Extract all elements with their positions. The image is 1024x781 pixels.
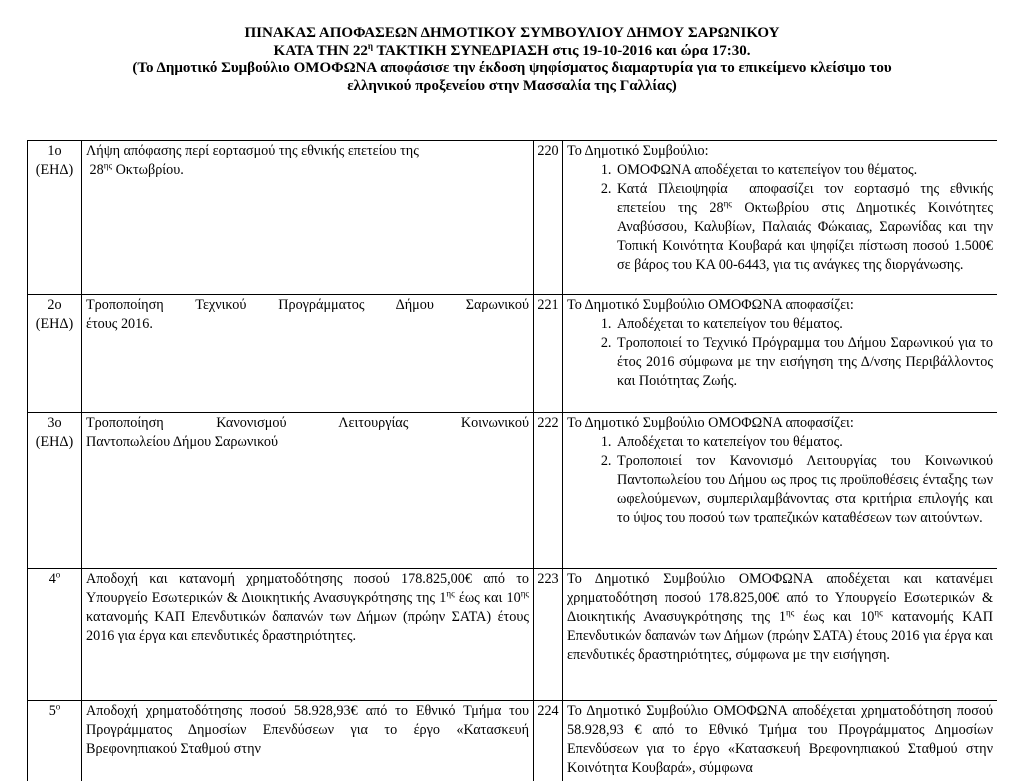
list-item: 2. Τροποποιεί τον Κανονισμό Λειτουργίας του Κοινωνικού Παντοπωλείου του Δήμου ως προς τις προϋποθέσεις ένταξης των ωφελούμενων, συμπεριλαμβάνοντας στα κριτήρια επιλογής και το ύψος του ποσού των τραπεζικών καταθέσεων των αιτούντων. <box>615 452 993 528</box>
list-item: 1. Αποδέχεται το κατεπείγον του θέματος. <box>615 433 993 452</box>
session-cell: $5^o$ <box>28 701 82 781</box>
subject-cell: Τροποποίηση Κανονισμού Λειτουργίας Κοινωνικού Παντοπωλείου Δήμου Σαρωνικού <box>82 413 534 569</box>
list-item: 1. ΟΜΟΦΩΝΑ αποδέχεται το κατεπείγον του θέματος. <box>615 161 993 180</box>
decision-cell <box>563 413 998 569</box>
subject-cell: Αποδοχή χρηματοδότησης ποσού 58.928,93€ από το Εθνικό Τμήμα του Προγράμματος Δημοσίων Επενδύσεων για το έργο «Κατασκευή Βρεφονηπιακού Σταθμού στην <box>82 701 534 781</box>
session-cell <box>28 295 82 413</box>
decisions-table-wrapper <box>27 140 997 781</box>
list-item: 2. Τροποποιεί το Τεχνικό Πρόγραμμα του Δήμου Σαρωνικού για το έτος 2016 σύμφωνα με την εισήγηση της Δ/νσης Περιβάλλοντος και Ποιότητας Ζωής. <box>615 334 993 391</box>
session-number: 3ο <box>47 415 62 431</box>
header-note-line1: (Το Δημοτικό Συμβούλιο ΟΜΟΦΩΝΑ αποφάσισε την έκδοση ψηφίσματος διαμαρτυρία για το επικείμενο κλείσιμο του <box>132 60 892 76</box>
decision-intro: Το Δημοτικό Συμβούλιο: <box>567 143 709 159</box>
session-tag: (ΕΗΔ) <box>35 434 74 450</box>
table-row <box>28 413 998 569</box>
session-number: 1ο <box>47 143 62 159</box>
session-number: 4 <box>48 571 56 587</box>
session-tag: (ΕΗΔ) <box>35 162 74 178</box>
header-title: ΠΙΝΑΚΑΣ ΑΠΟΦΑΣΕΩΝ ΔΗΜΟΤΙΚΟΥ ΣΥΜΒΟΥΛΙΟΥ ΔΗΜΟΥ ΣΑΡΩΝΙΚΟΥ <box>244 25 780 41</box>
decision-cell: Το Δημοτικό Συμβούλιο ΟΜΟΦΩΝΑ αποδέχεται χρηματοδότηση ποσού 58.928,93 € από το Εθνικό Τμήμα του Προγράμματος Δημοσίων Επενδύσεων για το έργο «Κατασκευή Βρεφονηπιακού Σταθμού στην Κοινότητα Κουβαρά», σύμφωνα <box>563 701 998 781</box>
header-note-line2: ελληνικού προξενείου στην Μασσαλία της Γαλλίας) <box>347 77 677 94</box>
table-row <box>28 295 998 413</box>
decision-number: 222 <box>534 413 563 569</box>
session-cell <box>28 141 82 295</box>
decision-number: 224 <box>534 701 563 781</box>
subject-cell: Τροποποίηση Τεχνικού Προγράμματος Δήμου Σαρωνικού έτους 2016. <box>82 295 534 413</box>
decision-number: 221 <box>534 295 563 413</box>
decisions-table <box>27 140 997 781</box>
decision-intro: Το Δημοτικό Συμβούλιο ΟΜΟΦΩΝΑ αποφασίζει: <box>567 297 854 313</box>
decision-number: 223 <box>534 569 563 701</box>
decision-intro: Το Δημοτικό Συμβούλιο ΟΜΟΦΩΝΑ αποφασίζει: <box>567 415 854 431</box>
table-row <box>28 569 998 701</box>
decision-cell: Το Δημοτικό Συμβούλιο ΟΜΟΦΩΝΑ αποδέχεται και κατανέμει χρηματοδότηση ποσού 178.825,00€ από το Υπουργείο Εσωτερικών & Διοικητικής Ανασυγκρότησης της $1^{\eta\varsigma}$ έως και $10^{\eta\varsigma}$ κατανομής ΚΑΠ Επενδυτικών δαπανών των Δήμων (πρώην ΣΑΤΑ) έτους 2016 για έργα και επενδυτικές δραστηριότητες, σύμφωνα με την εισήγηση. <box>563 569 998 701</box>
session-number: 2ο <box>47 297 62 313</box>
table-row <box>28 141 998 295</box>
decision-cell <box>563 141 998 295</box>
decision-number: 220 <box>534 141 563 295</box>
header-session: ΚΑΤΑ ΤΗΝ $22^\eta$ ΤΑΚΤΙΚΗ ΣΥΝΕΔΡΙΑΣΗ στις 19-10-2016 και ώρα 17:30. <box>273 40 751 59</box>
session-cell <box>28 413 82 569</box>
table-row <box>28 701 998 781</box>
list-item: 1. Αποδέχεται το κατεπείγον του θέματος. <box>615 315 993 334</box>
list-item: 2. Κατά Πλειοψηφία αποφασίζει τον εορτασμό της εθνικής επετείου της $28^{\eta\varsigma}$ Οκτωβρίου στις Δημοτικές Κοινότητες Αναβύσσου, Καλυβίων, Παλαιάς Φώκαιας, Σαρωνίδας και την Τοπική Κοινότητα Κουβαρά και ψηφίζει πίστωση ποσού 1.500€ σε βάρος του ΚΑ 00-6443, για τις ανάγκες της διοργάνωσης. <box>615 180 993 275</box>
session-number: 5 <box>48 703 56 719</box>
document-header <box>0 25 1024 95</box>
decision-cell <box>563 295 998 413</box>
subject-cell: Αποδοχή και κατανομή χρηματοδότησης ποσού 178.825,00€ από το Υπουργείο Εσωτερικών & Διοικητικής Ανασυγκρότησης της $1^{\eta\varsigma}$ έως και $10^{\eta\varsigma}$ κατανομής ΚΑΠ Επενδυτικών δαπανών των Δήμων (πρώην ΣΑΤΑ) έτους 2016 για έργα και επενδυτικές δραστηριότητες. <box>82 569 534 701</box>
subject-cell: Λήψη απόφασης περί εορτασμού της εθνικής επετείου της $28^{\eta\varsigma}$ Οκτωβρίου. <box>82 141 534 295</box>
session-tag: (ΕΗΔ) <box>35 316 74 332</box>
session-cell: $4^o$ <box>28 569 82 701</box>
